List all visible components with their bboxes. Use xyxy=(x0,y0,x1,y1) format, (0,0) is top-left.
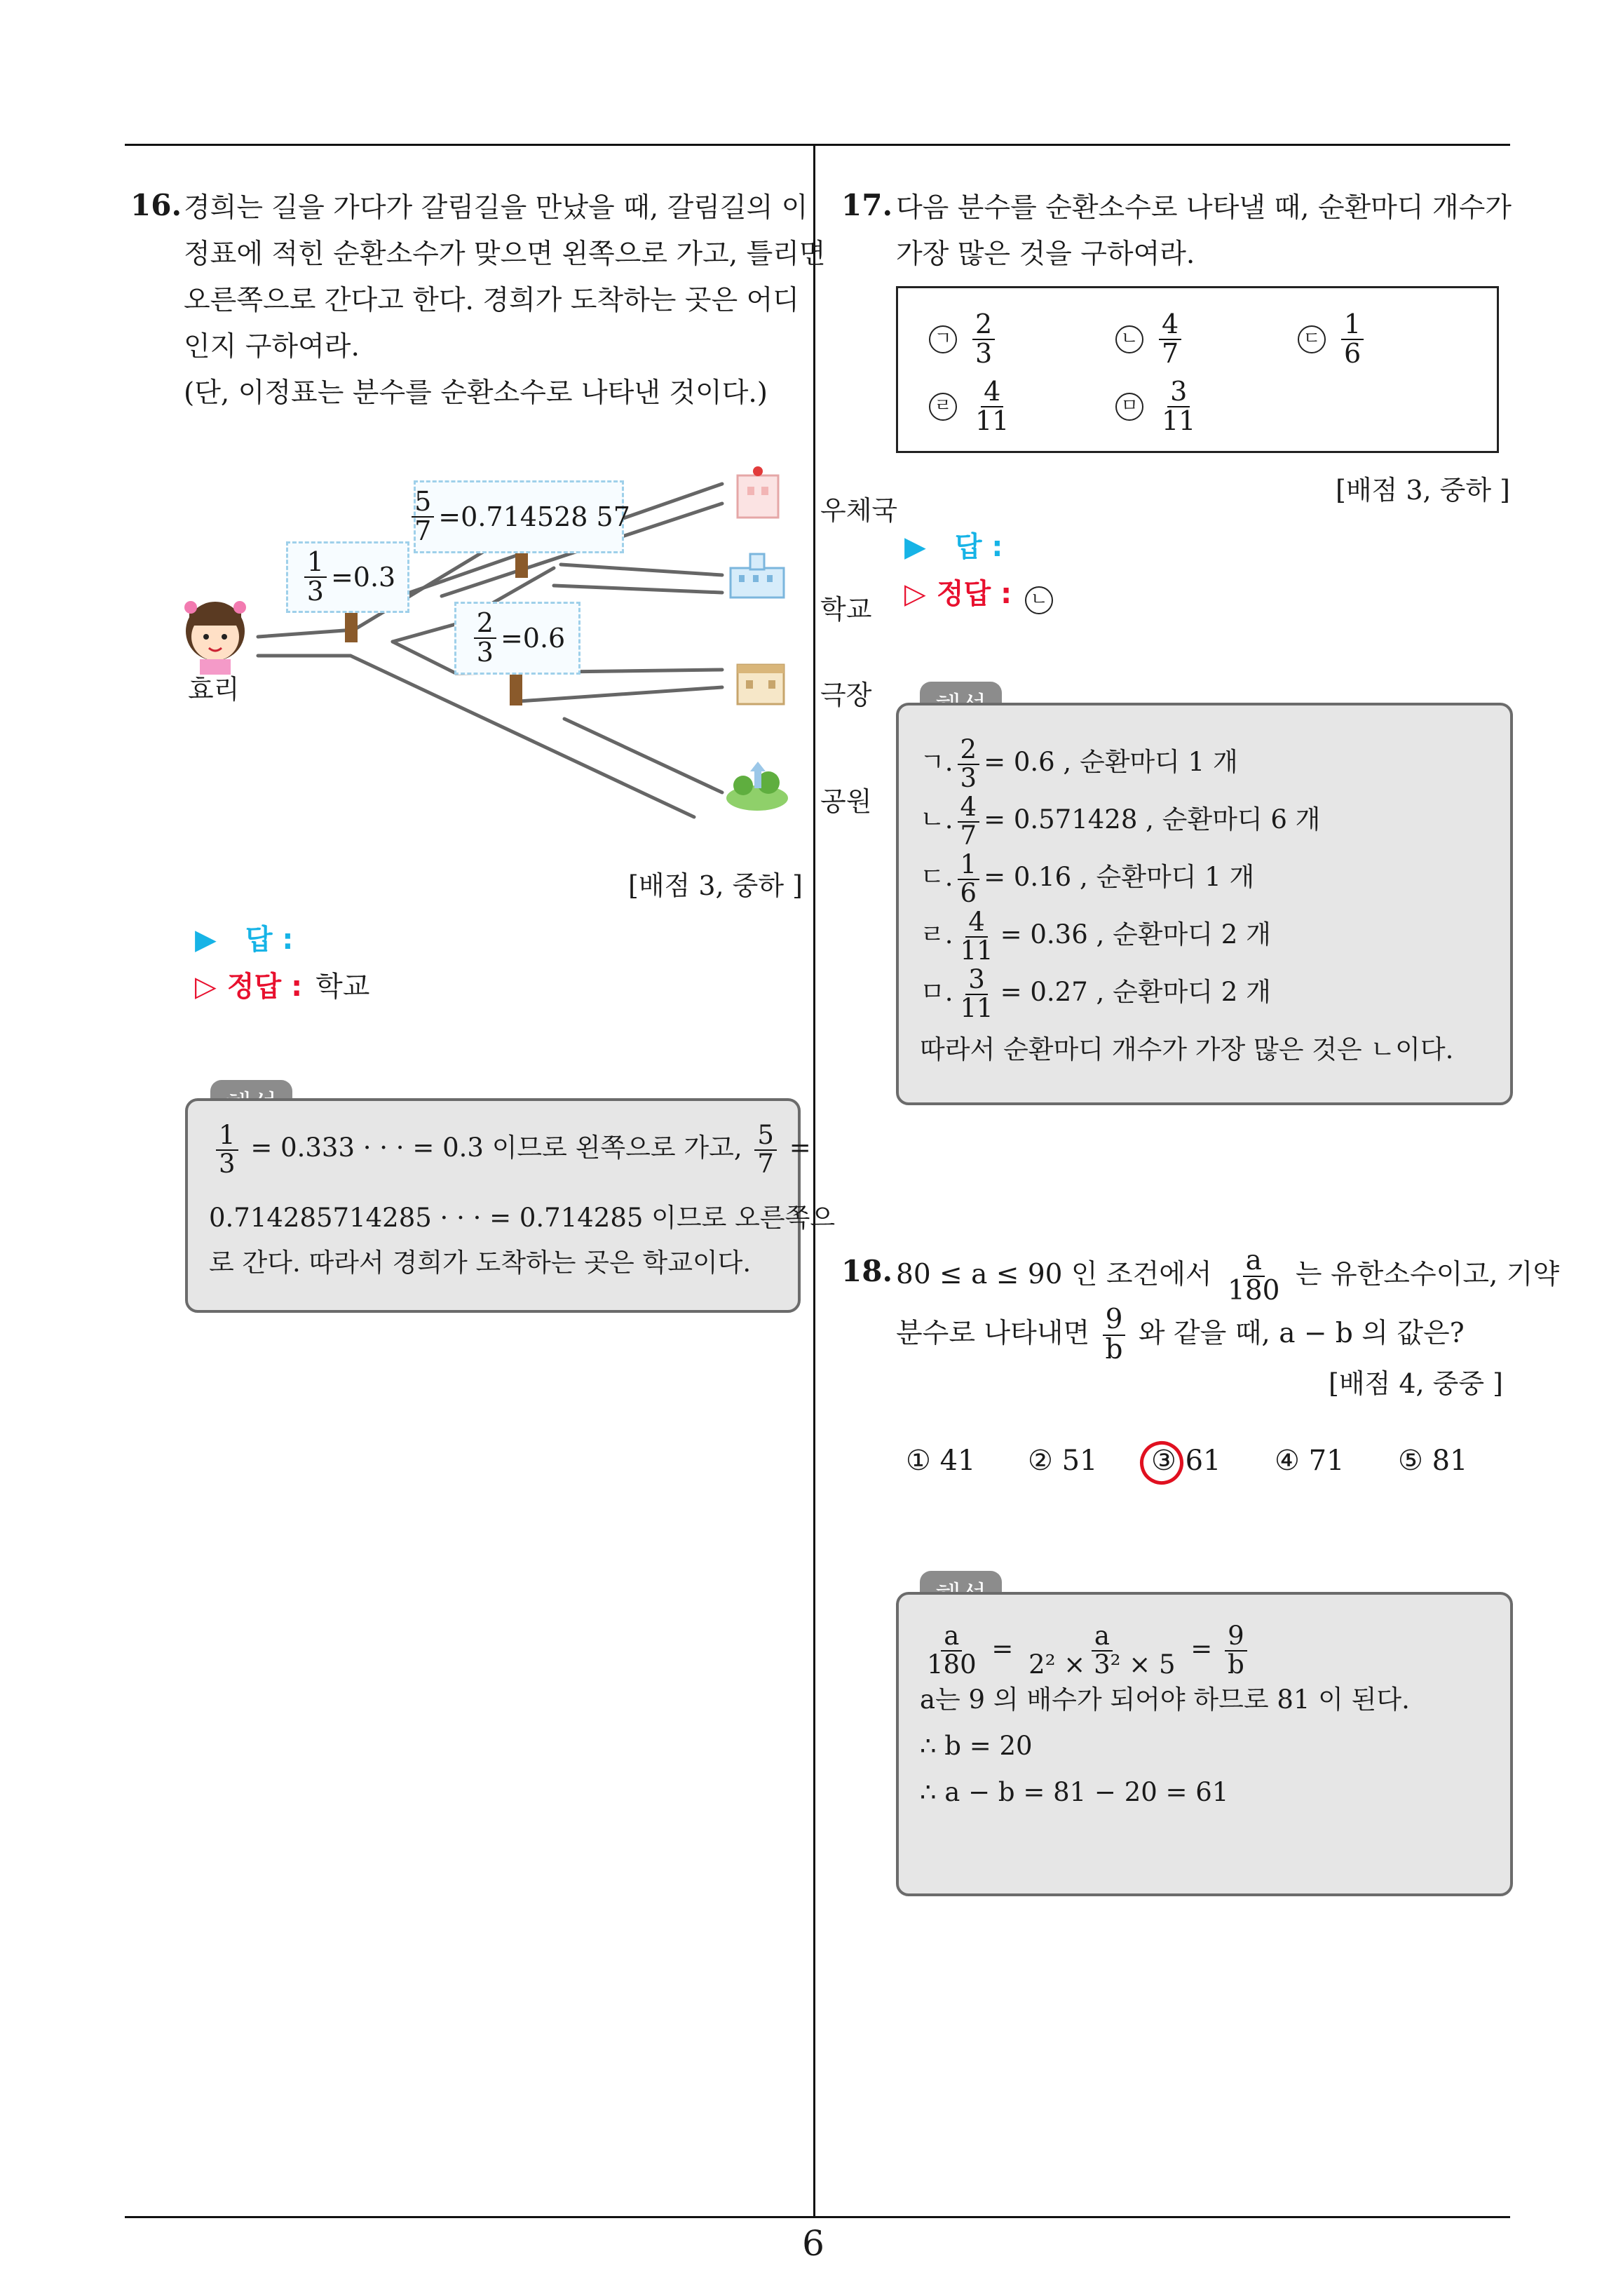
q17-exp-conclusion: 따라서 순환마디 개수가 가장 많은 것은 ㄴ이다. xyxy=(920,1034,1454,1065)
q16-number: 16. xyxy=(130,188,182,222)
q18-option-4[interactable]: ④ 71 xyxy=(1275,1445,1345,1477)
q17-exp-row-5: ㅁ. $\frac{3}{11}$ = 0.27 , 순환마디 2 개 xyxy=(920,964,1271,1023)
q16-line-5: (단, 이정표는 분수를 순환소수로 나타낸 것이다.) xyxy=(184,377,768,409)
q16-correct-row: ▷ 정답 : 학교 xyxy=(195,971,370,1003)
q16-score: [배점 3, 중하 ] xyxy=(628,870,803,901)
outline-arrow-icon: ▷ xyxy=(195,971,217,1003)
q16-line-1: 경희는 길을 가다가 갈림길을 만났을 때, 갈림길의 이 xyxy=(184,192,808,224)
road-lower-edge xyxy=(258,656,694,817)
q18-option-2[interactable]: ② 51 xyxy=(1028,1445,1098,1477)
q17-exp-row-3: ㄷ. $\frac{1}{6}$ = 0.16 , 순환마디 1 개 xyxy=(920,849,1255,908)
q17-choice-1: ㄱ $\frac{2}{3}$ xyxy=(929,311,999,368)
sign-post-3 xyxy=(510,673,522,705)
q17-exp-row-1: ㄱ. $\frac{2}{3}$ = 0.6 , 순환마디 1 개 xyxy=(920,734,1238,793)
outline-arrow-icon: ▷ xyxy=(904,578,926,610)
q16-line-4: 인지 구하여라. xyxy=(184,331,360,363)
sign-post-1 xyxy=(345,610,358,642)
q17-score: [배점 3, 중하 ] xyxy=(1336,475,1510,506)
q17-number: 17. xyxy=(841,188,893,222)
q18-option-3[interactable]: ③ 61 xyxy=(1151,1445,1221,1477)
sign-1-3: $\frac{1}{3}$ =0.3 xyxy=(286,541,409,613)
q18-exp-line-1: $\frac{a}{180}$ = $\frac{a}{\text{2² × 3² × 5}}$ = $\frac{9}{b}$ xyxy=(920,1623,1251,1679)
q17-exp-row-4: ㄹ. $\frac{4}{11}$ = 0.36 , 순환마디 2 개 xyxy=(920,906,1271,966)
page-number: 6 xyxy=(802,2223,824,2264)
q17-choice-3: ㄷ $\frac{1}{6}$ xyxy=(1298,311,1368,368)
q17-answer-row: ▶ 답 : xyxy=(904,531,1003,563)
road-school-bottom xyxy=(554,586,722,593)
road-theater-bottom xyxy=(519,687,722,701)
q17-choices-box xyxy=(896,286,1499,453)
q17-explanation-box xyxy=(896,703,1513,1105)
q18-number: 18. xyxy=(841,1254,893,1288)
play-arrow-icon: ▶ xyxy=(904,531,926,563)
q18-exp-line-4: ∴ a − b = 81 − 20 = 61 xyxy=(920,1777,1229,1807)
q18-explanation-box xyxy=(896,1592,1513,1896)
place-park: 공원 xyxy=(820,786,872,817)
theater-building xyxy=(738,665,784,704)
girl-figure xyxy=(184,601,246,675)
q16-exp-line-2: 0.714285714285 · · · = 0.714285 이므로 오른쪽으 xyxy=(209,1203,836,1233)
post-office-building xyxy=(738,466,778,518)
q16-line-3: 오른쪽으로 간다고 한다. 경희가 도착하는 곳은 어디 xyxy=(184,285,799,316)
q18-score: [배점 4, 중중 ] xyxy=(1329,1368,1503,1399)
q16-exp-line-1: $\frac{1}{3}$ = 0.333 · · · = 0.3 이므로 왼쪽으로 가고, $\frac{5}{7}$ = xyxy=(212,1119,811,1177)
q17-choice-4: ㄹ $\frac{4}{11}$ xyxy=(929,378,1016,435)
q17-line-2: 가장 많은 것을 구하여라. xyxy=(896,238,1195,270)
q16-answer-row: ▶ 답 : xyxy=(195,924,294,956)
school-building xyxy=(731,554,784,597)
q18-option-5[interactable]: ⑤ 81 xyxy=(1398,1445,1468,1477)
road-park-top xyxy=(564,719,722,792)
q18-exp-line-3: ∴ b = 20 xyxy=(920,1731,1033,1761)
place-post-office: 우체국 xyxy=(820,495,898,526)
q17-choice-2: ㄴ $\frac{4}{7}$ xyxy=(1115,311,1186,368)
q16-explanation-box xyxy=(185,1098,836,1313)
q16-line-2: 정표에 적힌 순환소수가 맞으면 왼쪽으로 가고, 틀리면 xyxy=(184,238,826,270)
q17-correct-row: ▷ 정답 : ㄴ xyxy=(904,572,1064,614)
play-arrow-icon: ▶ xyxy=(195,924,217,956)
q18-line-2: 분수로 나타내면 $\frac{9}{b}$ 와 같을 때, a − b 의 값은? xyxy=(896,1304,1465,1365)
q17-choice-5: ㅁ $\frac{3}{11}$ xyxy=(1115,378,1202,435)
q16-exp-line-3: 로 간다. 따라서 경희가 도착하는 곳은 학교이다. xyxy=(209,1248,752,1278)
park-icon xyxy=(726,762,788,811)
sign-5-7: $\frac{5}{7}$ =0.714528 57 xyxy=(414,480,624,553)
girl-name-label: 효리 xyxy=(188,674,240,705)
top-rule xyxy=(125,144,1510,146)
bottom-rule xyxy=(125,2216,1510,2218)
sign-2-3: $\frac{2}{3}$ =0.6 xyxy=(454,602,580,675)
column-divider xyxy=(813,144,815,2217)
q17-line-1: 다음 분수를 순환소수로 나타낼 때, 순환마디 개수가 xyxy=(896,192,1512,224)
place-theater: 극장 xyxy=(820,680,872,710)
q18-line-1: 80 ≤ a ≤ 90 인 조건에서 $\frac{a}{180}$ 는 유한소수이고, 기약 xyxy=(896,1245,1560,1306)
place-school: 학교 xyxy=(820,594,872,625)
q18-option-1[interactable]: ① 41 xyxy=(906,1445,976,1477)
q17-exp-row-2: ㄴ. $\frac{4}{7}$ = 0.571428 , 순환마디 6 개 xyxy=(920,791,1321,851)
q18-exp-line-2: a는 9 의 배수가 되어야 하므로 81 이 된다. xyxy=(920,1684,1410,1715)
road-school-top xyxy=(561,565,722,575)
